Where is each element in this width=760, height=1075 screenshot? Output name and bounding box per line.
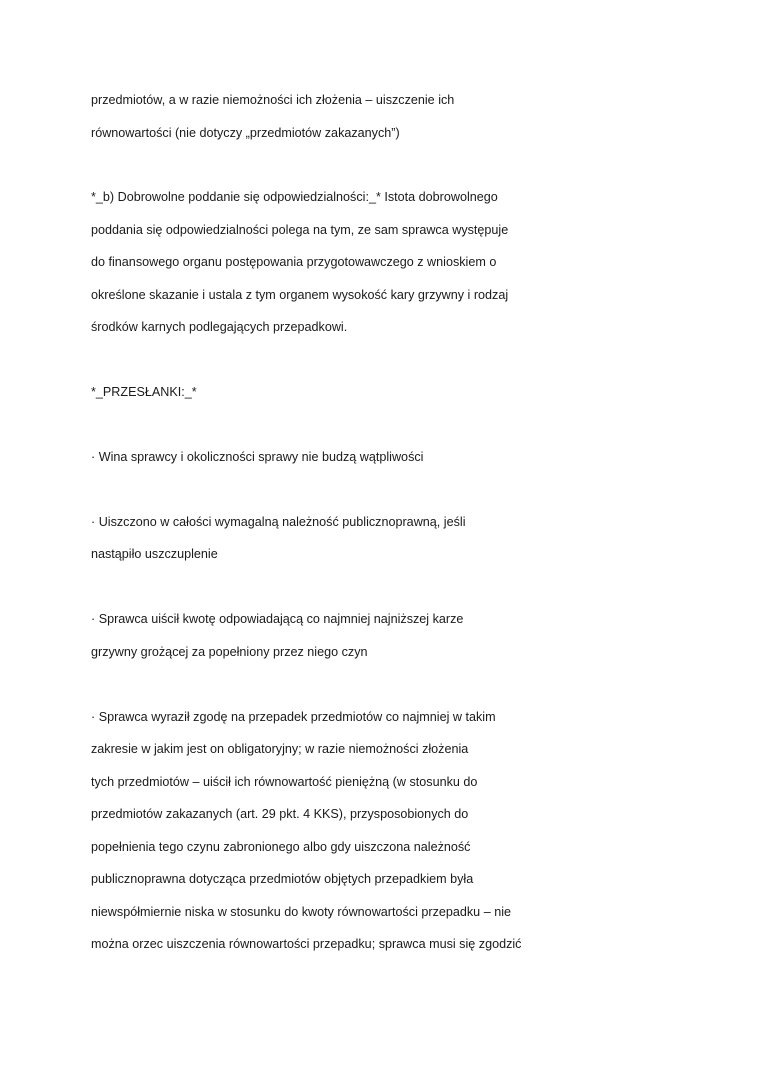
text-line: można orzec uiszczenia równowartości przepadku; sprawca musi się zgodzić <box>91 937 522 951</box>
text-line: przedmiotów zakazanych (art. 29 pkt. 4 KKS), przysposobionych do <box>91 807 469 821</box>
text-line: zakresie w jakim jest on obligatoryjny; w razie niemożności złożenia <box>91 742 469 756</box>
text-line: tych przedmiotów – uiścił ich równowartość pieniężną (w stosunku do <box>91 775 478 789</box>
text-line: popełnienia tego czynu zabronionego albo gdy uiszczona należność <box>91 840 471 854</box>
text-line: równowartości (nie dotyczy „przedmiotów zakazanych”) <box>91 126 400 140</box>
text-line: *_b) Dobrowolne poddanie się odpowiedzialności:_* Istota dobrowolnego <box>91 190 498 204</box>
text-line: niewspółmiernie niska w stosunku do kwoty równowartości przepadku – nie <box>91 905 511 919</box>
bullet-item: · Sprawca wyraził zgodę na przepadek przedmiotów co najmniej w takim <box>91 710 496 724</box>
text-line: określone skazanie i ustala z tym organem wysokość kary grzywny i rodzaj <box>91 288 509 302</box>
text-line: środków karnych podlegających przepadkowi. <box>91 320 348 334</box>
text-line: grzywny grożącej za popełniony przez niego czyn <box>91 645 368 659</box>
bullet-item: · Sprawca uiścił kwotę odpowiadającą co najmniej najniższej karze <box>91 612 464 626</box>
bullet-item: · Uiszczono w całości wymagalną należność publicznoprawną, jeśli <box>91 515 466 529</box>
text-line: nastąpiło uszczuplenie <box>91 547 218 561</box>
text-line: publicznoprawna dotycząca przedmiotów objętych przepadkiem była <box>91 872 474 886</box>
text-line: do finansowego organu postępowania przygotowawczego z wnioskiem o <box>91 255 497 269</box>
text-line: poddania się odpowiedzialności polega na tym, ze sam sprawca występuje <box>91 223 509 237</box>
bullet-item: · Wina sprawcy i okoliczności sprawy nie budzą wątpliwości <box>91 450 424 464</box>
section-heading: *_PRZESŁANKI:_* <box>91 385 197 399</box>
text-line: przedmiotów, a w razie niemożności ich złożenia – uiszczenie ich <box>91 93 455 107</box>
